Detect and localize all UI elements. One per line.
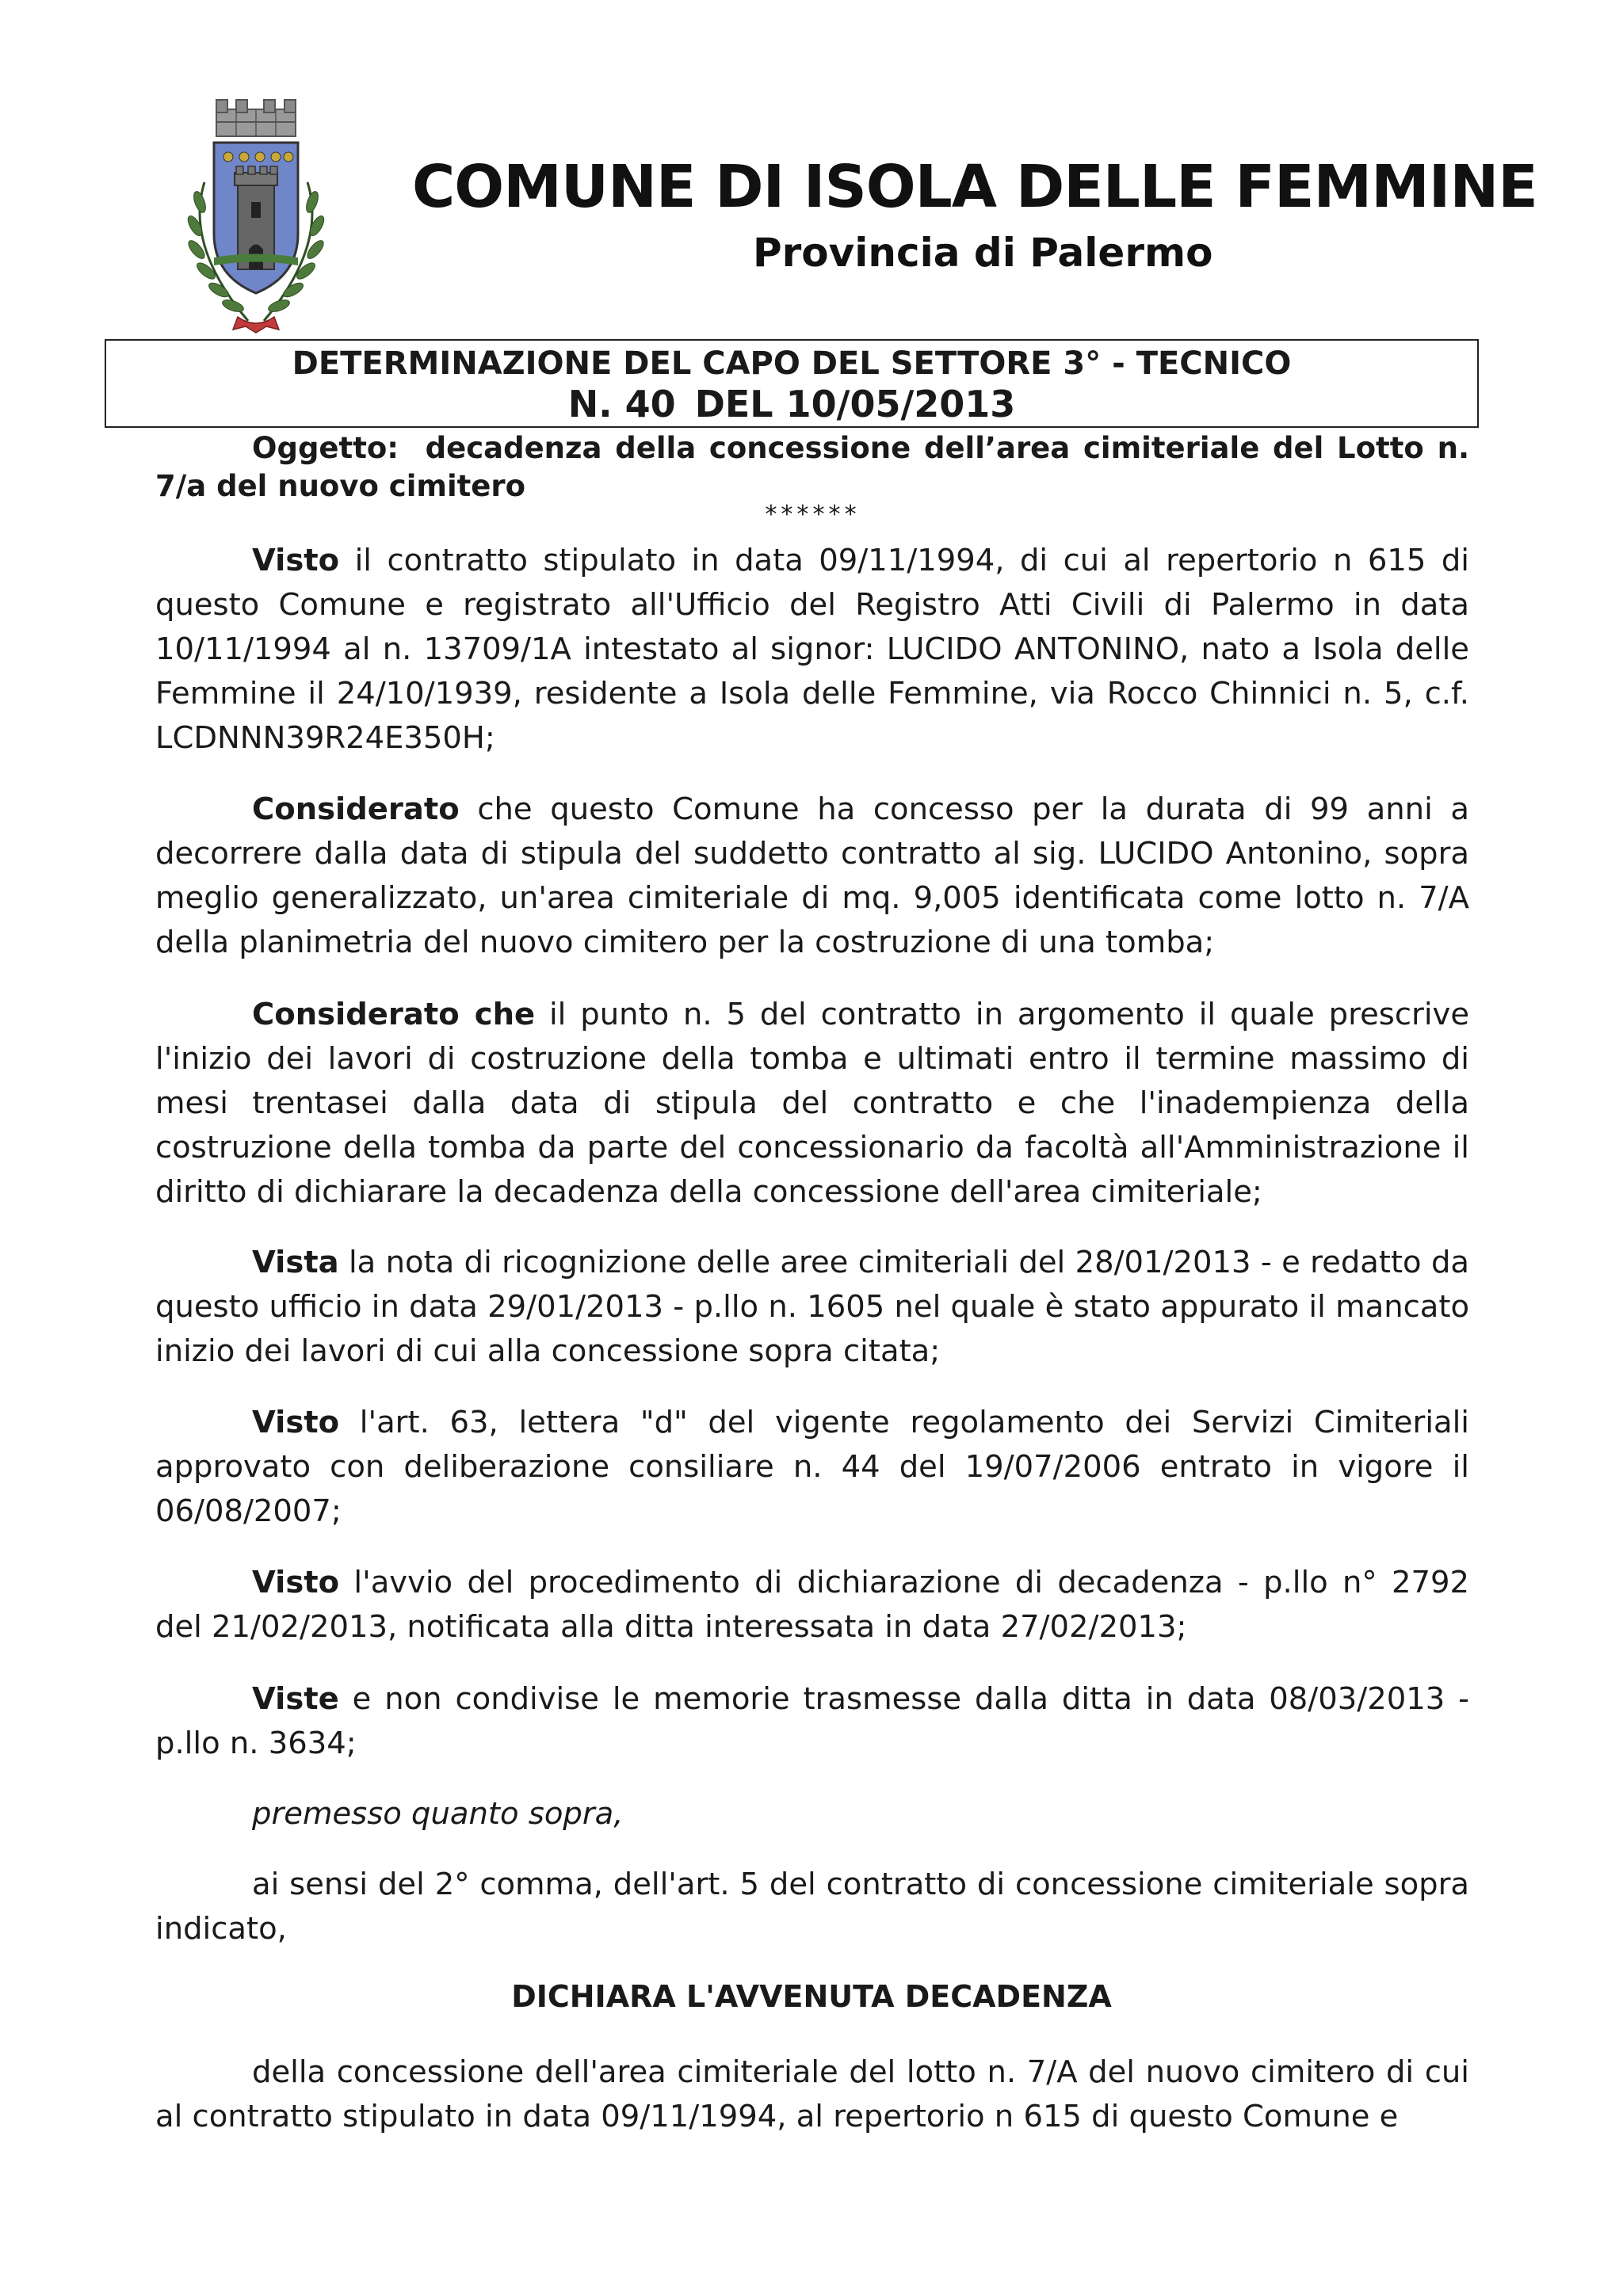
determination-title: DETERMINAZIONE DEL CAPO DEL SETTORE 3° - TECNICO xyxy=(292,345,1292,382)
ribbon-icon xyxy=(233,317,279,333)
ai-sensi-paragraph: ai sensi del 2° comma, dell'art. 5 del contratto di concessione cimiteriale sopra indicato, xyxy=(155,1867,1469,1947)
determination-date: DEL 10/05/2013 xyxy=(694,383,1016,425)
separator: ****** xyxy=(763,501,860,528)
paragraph-lead: Considerato che xyxy=(252,997,536,1032)
paragraph-text: l'art. 63, lettera "d" del vigente regolamento dei Servizi Cimiteriali approvato con deliberazione consiliare n. 44 del 19/07/2006 entrato in vigore il 06/08/2007; xyxy=(155,1405,1469,1529)
paragraph-lead: Considerato xyxy=(252,791,460,827)
subject-line xyxy=(155,429,1469,505)
determination-box xyxy=(105,339,1479,428)
determination-number: N. 40 xyxy=(567,383,676,425)
paragraph-lead: Visto xyxy=(252,543,340,578)
crown-icon xyxy=(216,100,296,136)
municipal-coat-of-arms-icon xyxy=(173,95,339,341)
province-name: Provincia di Palermo xyxy=(753,230,1213,276)
paragraph-text: il contratto stipulato in data 09/11/1994, di cui al repertorio n 615 di questo Comune e registrato all'Ufficio del Registro Atti Civili di Palermo in data 10/11/1994 al n. 13709/1A intestato al signor: LUCIDO ANTONINO, nato a Isola delle Femmine il 24/10/1939, residente a Isola delle Femmine, via Rocco Chinnici n. 5, c.f. LCDNNN39R24E350H; xyxy=(155,543,1469,756)
paragraph-visto-regolamento xyxy=(155,1401,1469,1534)
paragraph-lead: Visto xyxy=(252,1565,340,1600)
paragraph-text: che questo Comune ha concesso per la durata di 99 anni a decorrere dalla data di stipula del suddetto contratto al sig. LUCIDO Antonino, sopra meglio generalizzato, un'area cimiteriale di mq. 9,005 identificata come lotto n. 7/A della planimetria del nuovo cimitero per la costruzione di una tomba; xyxy=(155,791,1469,960)
paragraph-considerato-durata xyxy=(155,788,1469,965)
subject-label: Oggetto: xyxy=(252,431,399,465)
determination-number-date xyxy=(106,383,1477,425)
paragraph-lead: Visto xyxy=(252,1405,340,1440)
paragraph-text: e non condivise le memorie trasmesse dalla ditta in data 08/03/2013 - p.llo n. 3634; xyxy=(155,1681,1469,1761)
final-paragraph: della concessione dell'area cimiteriale del lotto n. 7/A del nuovo cimitero di cui al contratto stipulato in data 09/11/1994, al repertorio n 615 di questo Comune e xyxy=(155,2054,1469,2134)
paragraph-text: l'avvio del procedimento di dichiarazione di decadenza - p.llo n° 2792 del 21/02/2013, notificata alla ditta interessata in data 27/02/2013; xyxy=(155,1565,1469,1645)
premesso-line: premesso quanto sopra, xyxy=(252,1796,624,1832)
dichiara-heading: DICHIARA L'AVVENUTA DECADENZA xyxy=(511,1979,1112,2014)
org-name: COMUNE DI ISOLA DELLE FEMMINE xyxy=(412,153,1537,221)
paragraph-text: il punto n. 5 del contratto in argomento il quale prescrive l'inizio dei lavori di costruzione della tomba e ultimati entro il termine massimo di mesi trentasei dalla data di stipula del contratto e che l'inadempienza della costruzione della tomba da parte del concessionario da facoltà all'Amministrazione il diritto di dichiarare la decadenza della concessione dell'area cimiteriale; xyxy=(155,997,1469,1210)
paragraph-lead: Vista xyxy=(252,1245,339,1280)
paragraph-visto-avvio xyxy=(155,1561,1469,1650)
paragraph-text: la nota di ricognizione delle aree cimiteriali del 28/01/2013 - e redatto da questo ufficio in data 29/01/2013 - p.llo n. 1605 nel quale è stato appurato il mancato inizio dei lavori di cui alla concessione sopra citata; xyxy=(155,1245,1469,1369)
paragraph-viste-memorie xyxy=(155,1677,1469,1766)
paragraph-vista-nota xyxy=(155,1241,1469,1374)
paragraph-lead: Viste xyxy=(252,1681,339,1717)
subject-text: decadenza della concessione dell’area cimiteriale del Lotto n. 7/a del nuovo cimitero xyxy=(155,431,1469,503)
paragraph-visto-contratto xyxy=(155,539,1469,761)
paragraph-considerato-punto-5 xyxy=(155,993,1469,1215)
